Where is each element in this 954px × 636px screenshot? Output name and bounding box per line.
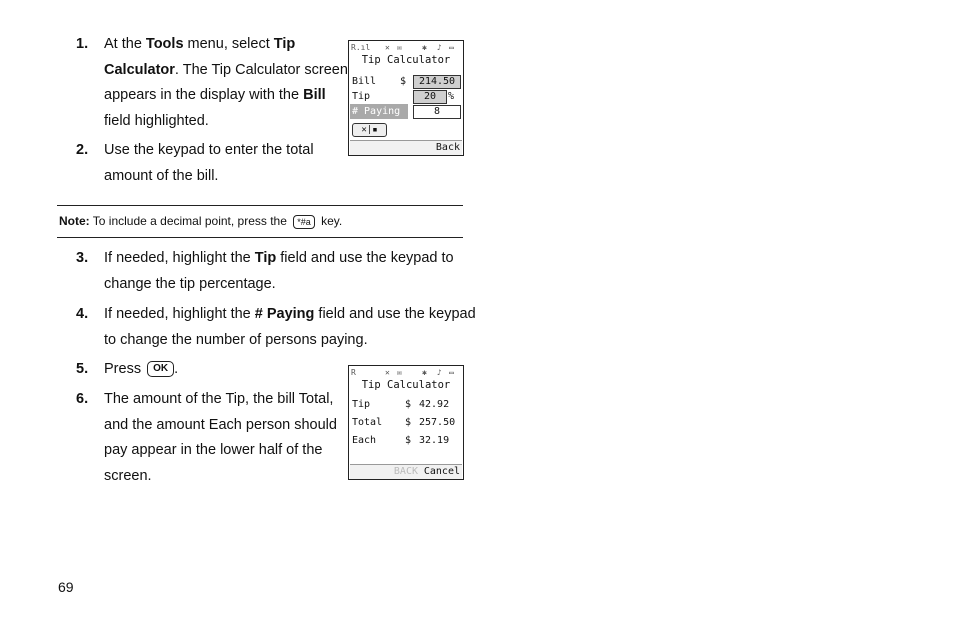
symbol-key-icon: ✕|▪ [352,123,387,137]
step-number: 6. [76,391,89,407]
step-number: 1. [76,36,89,52]
mute-icon: ✕ [385,368,390,377]
mute-icon: ✕ [385,43,390,52]
back-softkey[interactable]: Back [435,142,460,153]
soft-key-bar [350,140,462,155]
tip-result-row: Tip $ 42.92 [352,399,450,410]
screen-title: Tip Calculator [361,379,451,391]
bill-field[interactable]: 214.50 [413,75,461,89]
soft-key-bar [350,464,462,479]
status-bar [351,42,461,53]
bluetooth-icon: ✱ [422,368,427,377]
battery-icon: ▭ [449,43,454,52]
each-row: Each $ 32.19 [352,435,450,446]
step-number: 5. [76,361,89,377]
step-number: 2. [76,142,89,158]
cancel-softkey[interactable]: Cancel [423,466,460,477]
bluetooth-icon: ✱ [422,43,427,52]
signal-icon: R [351,368,356,377]
tip-calculator-screen [348,40,464,156]
tip-field[interactable]: 20 [413,90,447,104]
message-icon: ✉ [397,368,402,377]
page-number: 69 [58,579,74,595]
bill-row[interactable]: Bill $ 214.50 [352,74,460,89]
total-amount: 257.50 [419,417,456,428]
tip-amount: 42.92 [419,399,450,410]
step-number: 4. [76,306,89,322]
tip-result-screen [348,365,464,480]
ok-key-icon: OK [147,361,174,377]
screen-title: Tip Calculator [361,54,451,66]
status-bar [351,367,461,378]
battery-icon: ▭ [449,368,454,377]
note-box: Note: To include a decimal point, press the *#a key. [57,205,463,238]
star-key-icon: *#a [293,215,315,229]
music-icon: ♪ [437,368,442,377]
each-amount: 32.19 [419,435,450,446]
total-row: Total $ 257.50 [352,417,456,428]
music-icon: ♪ [437,43,442,52]
back-softkey[interactable]: BACK [393,466,418,477]
paying-row[interactable]: # Paying 8 [352,104,460,119]
note-label: Note: [59,214,90,228]
step-number: 3. [76,250,89,266]
message-icon: ✉ [397,43,402,52]
tools-menu-ref: Tools [145,36,184,52]
signal-icon: R.ıl [351,43,371,52]
paying-field[interactable]: 8 [413,105,461,119]
tip-row[interactable]: Tip 20 % [352,91,455,102]
